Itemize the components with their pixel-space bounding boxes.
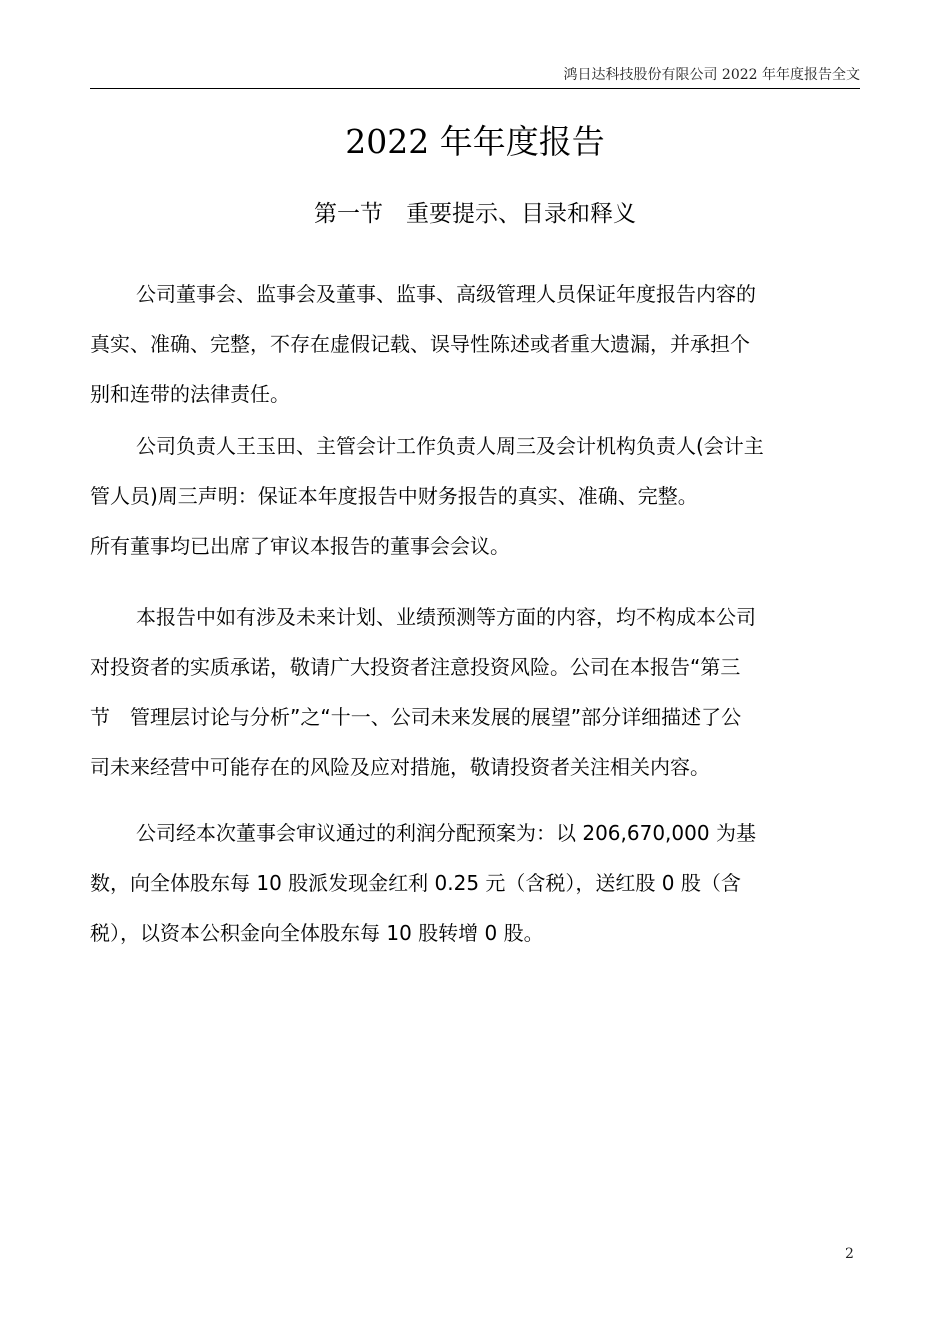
paragraph-line: 别和连带的法律责任。 [90,382,290,406]
header-company-report-title: 鸿日达科技股份有限公司 2022 年年度报告全文 [563,67,860,83]
paragraph-board-guarantee [90,269,842,419]
paragraph-line: 司未来经营中可能存在的风险及应对措施，敬请投资者关注相关内容。 [90,755,710,779]
paragraph-forward-looking-statement [90,592,842,792]
paragraph-line: 对投资者的实质承诺，敬请广大投资者注意投资风险。公司在本报告“第三 [90,655,741,679]
document-title: 2022 年年度报告 [345,122,605,161]
paragraph-line: 节 管理层讨论与分析”之“十一、公司未来发展的展望”部分详细描述了公 [90,705,742,729]
paragraph-directors-attendance [90,521,842,571]
section-title: 第一节 重要提示、目录和释义 [314,201,636,227]
paragraph-line: 管人员)周三声明：保证本年度报告中财务报告的真实、准确、完整。 [90,484,698,508]
paragraph-line: 数，向全体股东每 10 股派发现金红利 0.25 元（含税），送红股 0 股（含 [90,871,741,895]
paragraph-profit-distribution-plan [90,808,842,958]
paragraph-line: 公司负责人王玉田、主管会计工作负责人周三及会计机构负责人(会计主 [136,434,764,458]
paragraph-line: 公司经本次董事会审议通过的利润分配预案为：以 206,670,000 为基 [136,821,756,845]
page-number: 2 [845,1246,854,1262]
paragraph-line: 税），以资本公积金向全体股东每 10 股转增 0 股。 [90,921,544,945]
paragraph-responsible-persons-statement [90,421,842,521]
paragraph-line: 真实、准确、完整，不存在虚假记载、误导性陈述或者重大遗漏，并承担个 [90,332,750,356]
paragraph-line: 公司董事会、监事会及董事、监事、高级管理人员保证年度报告内容的 [136,282,756,306]
paragraph-line: 所有董事均已出席了审议本报告的董事会会议。 [90,534,510,558]
paragraph-line: 本报告中如有涉及未来计划、业绩预测等方面的内容，均不构成本公司 [136,605,756,629]
page-header [90,60,860,89]
